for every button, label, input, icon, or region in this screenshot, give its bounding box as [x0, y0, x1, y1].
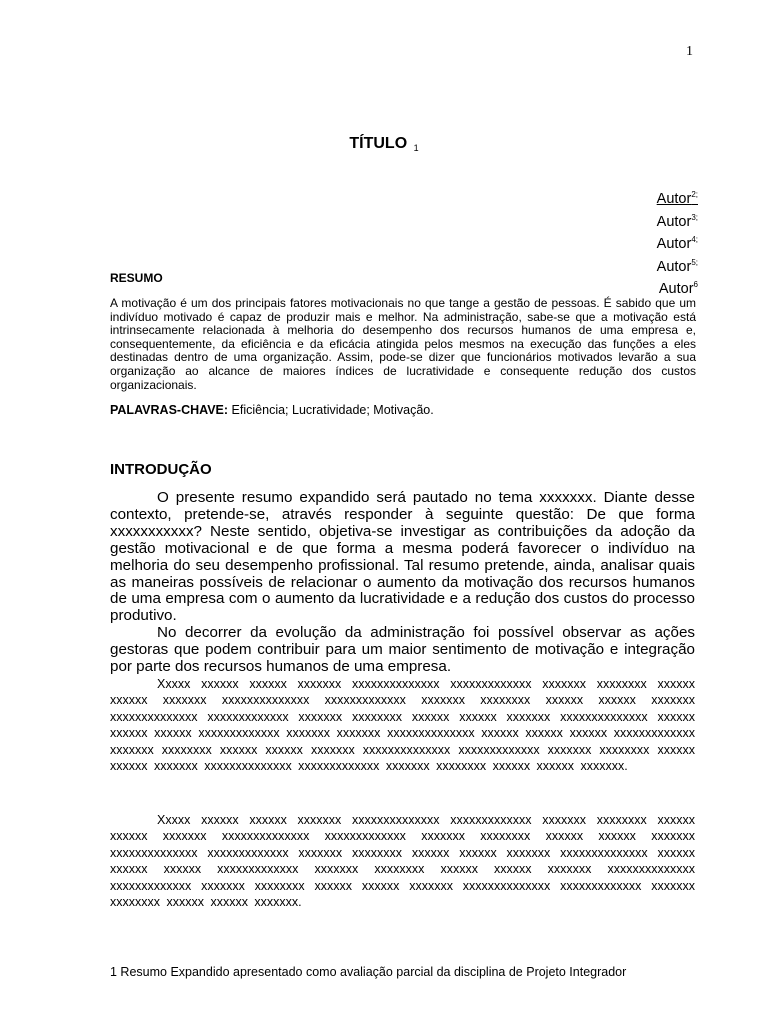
- title-footnote-marker: 1: [413, 143, 419, 153]
- author-3-note: 4;: [691, 235, 698, 244]
- paragraph: No decorrer da evolução da administração foi possível observar as ações gestoras que podem contribuir para um maior sentimento de motivação e integração por parte dos recursos humanos de uma empresa.: [110, 624, 695, 676]
- footnote: 1 Resumo Expandido apresentado como avaliação parcial da disciplina de Projeto Integrador: [110, 965, 627, 979]
- paragraph: O presente resumo expandido será pautado no tema xxxxxxx. Diante desse contexto, pretende-se, através responder à seguinte questão: De que forma xxxxxxxxxxx? Neste sentido, objetiva-se investigar as contribuições da adoção da gestão motivacional e de que forma a mesma poderá favorecer o indivíduo na melhoria do seu desempenho profissional. Tal resumo pretende, ainda, analisar quais as maneiras possíveis de relacionar o aumento da motivação dos recursos humanos de uma empresa com o aumento da lucratividade e a redução dos custos do processo produtivo.: [110, 489, 695, 625]
- abstract-text: A motivação é um dos principais fatores motivacionais no que tange a gestão de pessoas. É sabido que um indivíduo motivado é capaz de produzir mais e melhor. Na administração, sabe-se que a motivação está intrinsecamente relacionada à melhoria do desempenho dos recursos humanos de uma empresa e, consequentemente, da eficiência e da eficácia atingida pelos mesmos na execução das funções a eles destinadas dentro de uma organização. Assim, pode-se dizer que funcionários motivados levarão a sua organização ao alcance de maiores índices de lucratividade e consequente redução dos custos organizacionais.: [110, 296, 696, 392]
- keywords-label: PALAVRAS-CHAVE:: [110, 403, 229, 417]
- author-5-note: 6: [693, 280, 698, 289]
- author-list: [657, 186, 698, 299]
- introduction-heading: INTRODUÇÃO: [110, 461, 212, 478]
- title-text: TÍTULO: [349, 135, 408, 152]
- keywords-value: Eficiência; Lucratividade; Motivação.: [231, 403, 434, 417]
- document-title: [0, 135, 768, 153]
- author-1-note: 2;: [691, 190, 698, 199]
- author-2-note: 3;: [691, 212, 698, 222]
- keywords-line: [110, 403, 434, 417]
- author-4: Autor$^{5;}$: [656, 257, 698, 275]
- page-number: 1: [686, 44, 693, 59]
- author-3: Autor$^{4;}$: [656, 235, 698, 252]
- author-1: Autor$^{2;}$: [656, 190, 698, 207]
- placeholder-paragraph: Xxxxx xxxxxx xxxxxx xxxxxxx xxxxxxxxxxxxxx xxxxxxxxxxxxx xxxxxxx xxxxxxxx xxxxxx xxxxxx xxxxxxx xxxxxxxxxxxxxx xxxxxxxxxxxxx xxxxxxx xxxxxxxx xxxxxx xxxxxx xxxxxxx xxxxxxxxxxxxxx xxxxxxxxxxxxx xxxxxxx xxxxxxxx xxxxxx xxxxxx xxxxxxx xxxxxxxxxxxxxx xxxxxx xxxxxx xxxxxx xxxxxxxxxxxxx xxxxxxx xxxxxxx xxxxxxxxxxxxxx xxxxxx xxxxxx xxxxxx xxxxxxxxxxxxx xxxxxxx xxxxxxxx xxxxxx xxxxxx xxxxxxx xxxxxxxxxxxxxx xxxxxxxxxxxxx xxxxxxx xxxxxxxx xxxxxx xxxxxx xxxxxxx xxxxxxxxxxxxxx xxxxxxxxxxxxx xxxxxxx xxxxxxxx xxxxxx xxxxxx xxxxxxx.: [110, 677, 695, 774]
- abstract-heading: RESUMO: [110, 271, 163, 285]
- author-4-note: 5;: [691, 257, 698, 267]
- author-2: Autor$^{3;}$: [656, 212, 698, 230]
- author-5: Autor$^6$: [658, 280, 698, 297]
- introduction-body: [110, 490, 695, 676]
- placeholder-paragraph: Xxxxx xxxxxx xxxxxx xxxxxxx xxxxxxxxxxxxxx xxxxxxxxxxxxx xxxxxxx xxxxxxxx xxxxxx xxxxxx xxxxxxx xxxxxxxxxxxxxx xxxxxxxxxxxxx xxxxxxx xxxxxxxx xxxxxx xxxxxx xxxxxxx xxxxxxxxxxxxxx xxxxxxxxxxxxx xxxxxxx xxxxxxxx xxxxxx xxxxxx xxxxxxx xxxxxxxxxxxxxx xxxxxx xxxxxx xxxxxx xxxxxxxxxxxxx xxxxxxx xxxxxxxx xxxxxx xxxxxx xxxxxxx xxxxxxxxxxxxxx xxxxxxxxxxxxx xxxxxxx xxxxxxxx xxxxxx xxxxxx xxxxxxx xxxxxxxxxxxxxx xxxxxxxxxxxxx xxxxxxx xxxxxxxx xxxxxx xxxxxx xxxxxxx.: [110, 813, 695, 910]
